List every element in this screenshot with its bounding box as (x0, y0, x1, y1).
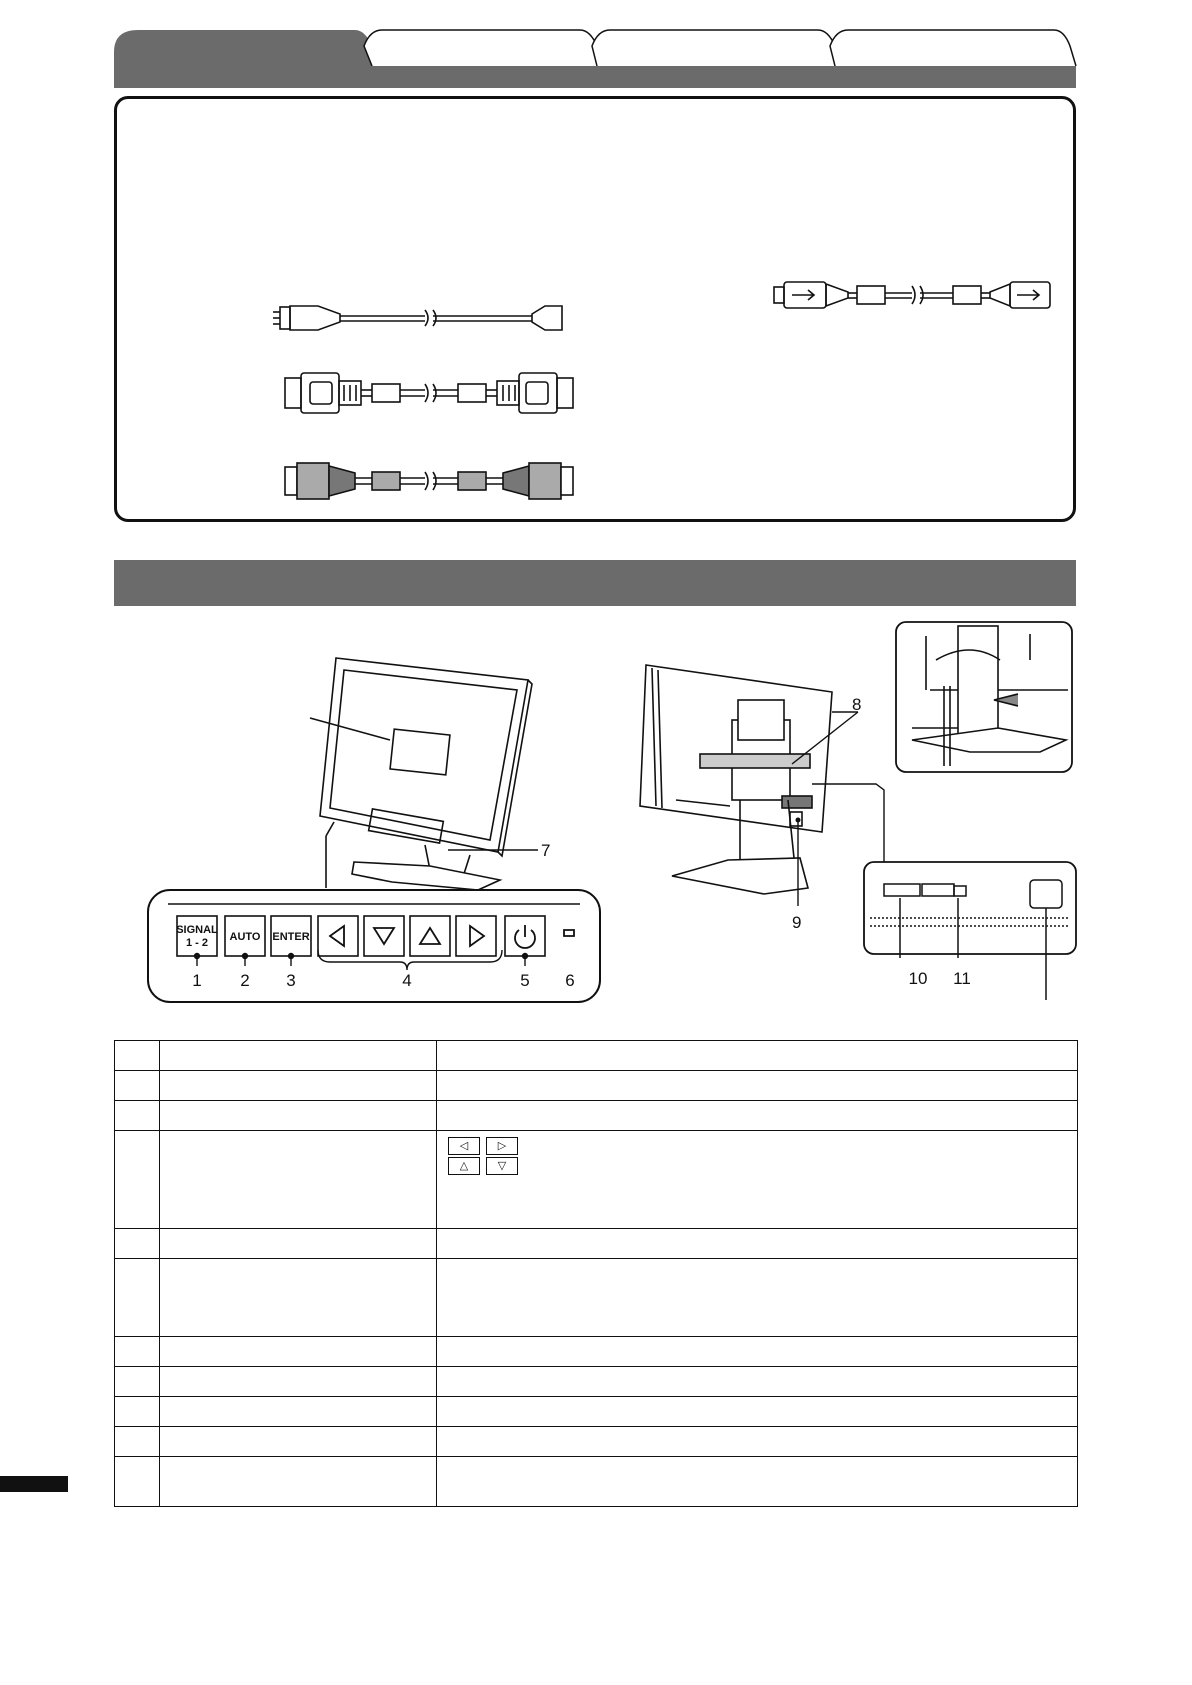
callout-7: 7 (541, 841, 551, 860)
table-cell (115, 1101, 160, 1131)
table-cell (160, 1367, 437, 1397)
table-cell (160, 1229, 437, 1259)
callout-3: 3 (286, 971, 296, 990)
callout-8: 8 (852, 695, 862, 714)
table-cell (437, 1337, 1078, 1367)
callout-2: 2 (240, 971, 250, 990)
callout-6: 6 (565, 971, 575, 990)
table-cell (437, 1131, 1078, 1229)
table-cell (160, 1427, 437, 1457)
table-cell (115, 1259, 160, 1337)
table-cell (437, 1457, 1078, 1507)
down-key-icon: ▽ (486, 1157, 518, 1175)
signal-button[interactable] (177, 916, 217, 956)
signal-button-label-1: SIGNAL (176, 924, 218, 936)
table-row (115, 1259, 1078, 1337)
table-cell (437, 1427, 1078, 1457)
table-row (115, 1071, 1078, 1101)
monitor-rear-illustration (640, 665, 832, 894)
table-cell (160, 1397, 437, 1427)
table-cell (115, 1131, 160, 1229)
left-arrow-button[interactable] (318, 916, 358, 956)
table-row (115, 1101, 1078, 1131)
up-arrow-button[interactable] (410, 916, 450, 956)
table-cell (160, 1259, 437, 1337)
table-row (115, 1337, 1078, 1367)
right-key-icon: ▷ (486, 1137, 518, 1155)
table-cell (115, 1071, 160, 1101)
table-cell (160, 1071, 437, 1101)
callout-1: 1 (192, 971, 202, 990)
table-cell (115, 1427, 160, 1457)
table-cell (437, 1101, 1078, 1131)
controls-table (114, 1040, 1078, 1507)
callout-9: 9 (792, 913, 802, 932)
table-cell (437, 1041, 1078, 1071)
table-cell (160, 1041, 437, 1071)
up-key-icon: △ (448, 1157, 480, 1175)
callout-10: 10 (908, 969, 928, 988)
table-cell (160, 1337, 437, 1367)
page-side-tab (0, 1476, 68, 1492)
monitor-front-illustration (310, 658, 538, 890)
table-row (115, 1367, 1078, 1397)
table-cell (115, 1337, 160, 1367)
right-arrow-button[interactable] (456, 916, 496, 956)
table-cell (160, 1101, 437, 1131)
callout-4: 4 (402, 971, 412, 990)
table-row (115, 1041, 1078, 1071)
table-cell (115, 1041, 160, 1071)
table-row (115, 1131, 1078, 1229)
table-row (115, 1229, 1078, 1259)
down-arrow-button[interactable] (364, 916, 404, 956)
table-cell (160, 1457, 437, 1507)
signal-button-label-2: 1 - 2 (185, 937, 209, 949)
callout-5: 5 (520, 971, 530, 990)
table-row (115, 1397, 1078, 1427)
table-cell (115, 1457, 160, 1507)
callout-11: 11 (953, 969, 971, 988)
table-cell (437, 1367, 1078, 1397)
table-row (115, 1457, 1078, 1507)
table-cell (115, 1229, 160, 1259)
table-cell (160, 1131, 437, 1229)
indicator-icon (564, 930, 574, 936)
table-cell (437, 1071, 1078, 1101)
table-row (115, 1427, 1078, 1457)
left-key-icon: ◁ (448, 1137, 480, 1155)
table-cell (437, 1229, 1078, 1259)
table-cell (115, 1367, 160, 1397)
table-cell (437, 1259, 1078, 1337)
table-cell (115, 1397, 160, 1427)
enter-button-label: ENTER (272, 931, 310, 943)
table-cell (437, 1397, 1078, 1427)
auto-button-label: AUTO (229, 931, 261, 943)
